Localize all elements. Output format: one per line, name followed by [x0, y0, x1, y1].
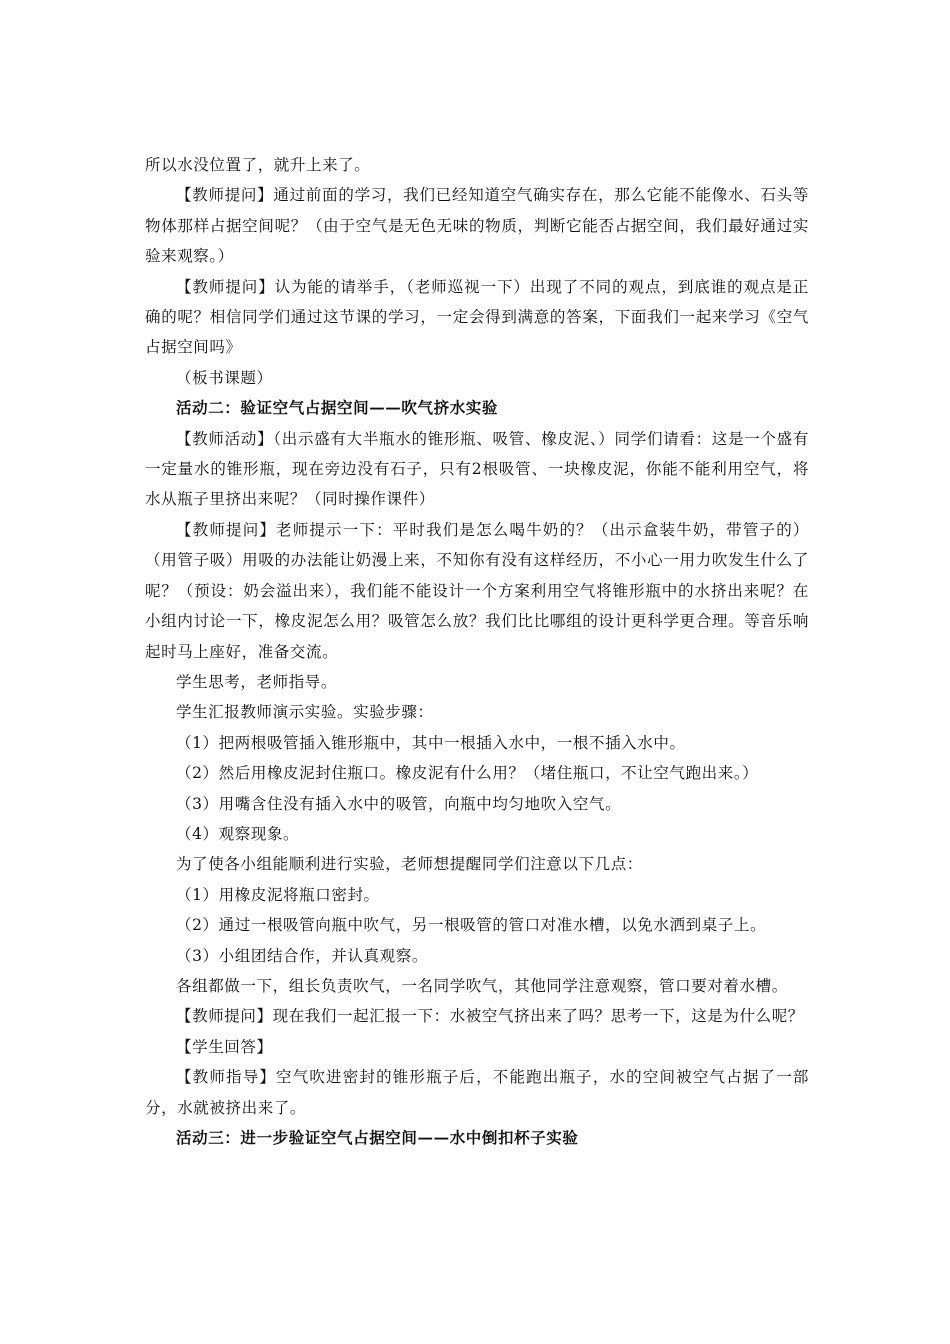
paragraph-teacher-question-4: 【教师提问】现在我们一起汇报一下：水被空气挤出来了吗？思考一下，这是为什么呢？ [176, 1007, 804, 1026]
reminder-item-2: （2）通过一根吸管向瓶中吹气，另一根吸管的管口对准水槽，以免水洒到桌子上。 [176, 916, 767, 935]
heading-activity-three: 活动三：进一步验证空气占据空间——水中倒扣杯子实验 [176, 1128, 579, 1147]
document-body [145, 150, 809, 1153]
experiment-step-3: （3）用嘴含住没有插入水中的吸管，向瓶中均匀地吹入空气。 [176, 794, 622, 813]
paragraph-student-thinking: 学生思考，老师指导。 [176, 672, 338, 691]
paragraph-teacher-activity: 【教师活动】（出示盛有大半瓶水的锥形瓶、吸管、橡皮泥、）同学们请看：这是一个盛有一定量水的锥形瓶，现在旁边没有石子，只有2根吸管、一块橡皮泥，你能不能利用空气，将水从瓶子里挤出来呢？（同时操作课件） [145, 429, 809, 509]
paragraph-student-answer: 【学生回答】 [176, 1037, 273, 1056]
reminder-item-1: （1）用橡皮泥将瓶口密封。 [176, 885, 380, 904]
reminder-item-3: （3）小组团结合作，并认真观察。 [176, 946, 428, 965]
experiment-step-4: （4）观察现象。 [176, 824, 300, 843]
paragraph-teacher-guidance: 【教师指导】空气吹进密封的锥形瓶子后，不能跑出瓶子，水的空间被空气占据了一部分，水就被挤出来了。 [145, 1068, 809, 1117]
paragraph-board-title: （板书课题） [176, 368, 273, 387]
paragraph-group-work: 各组都做一下，组长负责吹气，一名同学吹气，其他同学注意观察，管口要对着水槽。 [176, 976, 788, 995]
paragraph-teacher-question-1: 【教师提问】通过前面的学习，我们已经知道空气确实存在，那么它能不能像水、石头等物体那样占据空间呢？（由于空气是无色无味的物质，判断它能否占据空间，我们最好通过实验来观察。） [145, 186, 809, 266]
experiment-step-1: （1）把两根吸管插入锥形瓶中，其中一根插入水中，一根不插入水中。 [176, 733, 686, 752]
experiment-step-2: （2）然后用橡皮泥封住瓶口。橡皮泥有什么用？（堵住瓶口，不让空气跑出来。） [176, 764, 759, 783]
paragraph-experiment-steps-intro: 学生汇报教师演示实验。实验步骤： [176, 703, 434, 722]
paragraph-reminder-intro: 为了使各小组能顺利进行实验，老师想提醒同学们注意以下几点： [176, 855, 643, 874]
paragraph-teacher-question-2: 【教师提问】认为能的请举手，（老师巡视一下）出现了不同的观点，到底谁的观点是正确的呢？相信同学们通过这节课的学习，一定会得到满意的答案，下面我们一起来学习《空气占据空间吗》 [145, 277, 809, 357]
paragraph-teacher-question-3: 【教师提问】老师提示一下：平时我们是怎么喝牛奶的？（出示盒装牛奶，带管子的）（用管子吸）用吸的办法能让奶漫上来，不知你有没有这样经历，不小心一用力吹发生什么了呢？（预设：奶会溢出来），我们能不能设计一个方案利用空气将锥形瓶中的水挤出来呢？在小组内讨论一下，橡皮泥怎么用？吸管怎么放？我们比比哪组的设计更科学更合理。等音乐响起时马上座好，准备交流。 [145, 520, 809, 661]
paragraph-continuation: 所以水没位置了，就升上来了。 [145, 156, 371, 174]
heading-activity-two: 活动二：验证空气占据空间——吹气挤水实验 [176, 398, 499, 418]
